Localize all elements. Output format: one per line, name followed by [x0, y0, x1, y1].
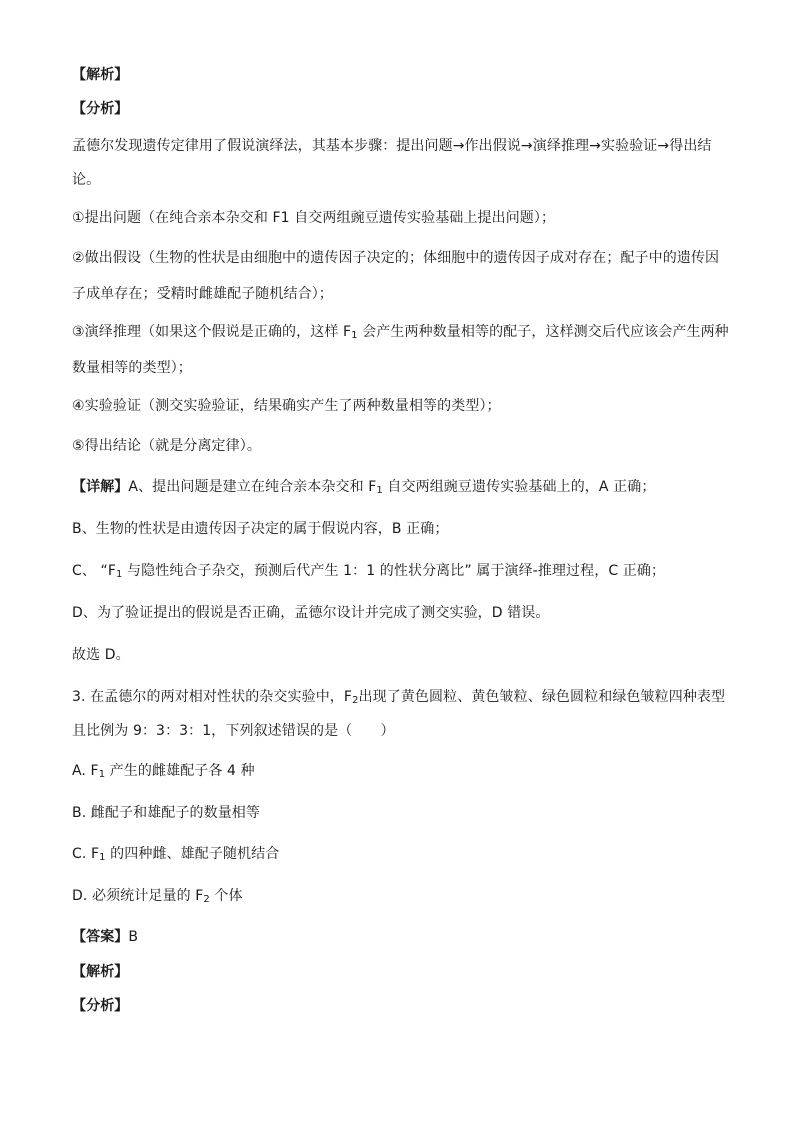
step-3-text-a: ③演绎推理（如果这个假说是正确的，这样 F [72, 324, 352, 340]
opt-d-text-2: 个体 [209, 888, 243, 904]
intro-line-1: 孟德尔发现遗传定律用了假说演绎法，其基本步骤：提出问题→作出假说→演绎推理→实验验证→得出结 [72, 138, 712, 154]
detail-b: B、生物的性状是由遗传因子决定的属于假说内容，B 正确； [72, 521, 449, 537]
detail-a-text-1: A、提出问题是建立在纯合亲本杂交和 F [128, 479, 377, 495]
subscript: 1 [351, 330, 358, 341]
detail-c-text-1: C、 “F [72, 563, 117, 579]
opt-c-text-2: 的四种雌、雄配子随机结合 [105, 846, 280, 862]
subscript: 1 [116, 569, 123, 580]
detail-a [72, 478, 655, 496]
option-c [72, 845, 279, 863]
analysis-subheading: 【分析】 [72, 998, 129, 1014]
subscript: 2 [352, 695, 359, 706]
choice-line: 故选 D。 [72, 647, 130, 663]
detail-d: D、为了验证提出的假说是否正确，孟德尔设计并完成了测交实验，D 错误。 [72, 605, 550, 621]
subscript: 2 [203, 894, 210, 905]
step-2-line-2: 子成单存在；受精时雌雄配子随机结合）； [72, 286, 333, 302]
step-1: ①提出问题（在纯合亲本杂交和 F1 自交两组豌豆遗传实验基础上提出问题）； [72, 210, 556, 226]
answer-label: 【答案】 [72, 929, 129, 945]
subscript: 1 [376, 485, 383, 496]
answer-line [72, 928, 138, 946]
opt-c-text-1: C. F [72, 846, 100, 862]
question-3-line-1 [72, 688, 725, 706]
opt-d-text-1: D. 必须统计足量的 F [72, 888, 204, 904]
detail-label: 【详解】 [72, 479, 129, 495]
option-a [72, 762, 255, 780]
subscript: 1 [98, 769, 106, 780]
step-2-line-1: ②做出假设（生物的性状是由细胞中的遗传因子决定的；体细胞中的遗传因子成对存在；配子中的遗传因 [72, 250, 720, 266]
option-d [72, 887, 243, 905]
step-3-line-2: 数量相等的类型）； [72, 360, 192, 376]
intro-line-2: 论。 [72, 172, 101, 188]
option-b: B. 雌配子和雄配子的数量相等 [72, 805, 261, 821]
analysis-heading: 【解析】 [72, 67, 129, 83]
q3-text-b: 出现了黄色圆粒、黄色皱粒、绿色圆粒和绿色皱粒四种表型 [358, 689, 726, 705]
analysis-heading: 【解析】 [72, 964, 129, 980]
subscript: 1 [99, 852, 106, 863]
step-5: ⑤得出结论（就是分离定律）。 [72, 438, 261, 454]
step-3-text-b: 会产生两种数量相等的配子，这样测交后代应该会产生两种 [357, 324, 729, 340]
answer-value: B [128, 929, 139, 945]
step-4: ④实验验证（测交实验验证，结果确实产生了两种数量相等的类型）； [72, 398, 501, 414]
opt-a-text-2: 产生的雌雄配子各 4 种 [105, 763, 255, 779]
step-3-line-1 [72, 323, 729, 341]
question-3-line-2: 且比例为 9：3：3：1，下列叙述错误的是（ ） [72, 723, 395, 739]
detail-c [72, 562, 665, 580]
q3-text-a: 3. 在孟德尔的两对相对性状的杂交实验中，F [72, 689, 353, 705]
analysis-subheading: 【分析】 [72, 101, 129, 117]
detail-c-text-2: 与隐性纯合子杂交，预测后代产生 1：1 的性状分离比” 属于演绎-推理过程，C 正确； [122, 563, 666, 579]
detail-a-text-2: 自交两组豌豆遗传实验基础上的，A 正确； [382, 479, 656, 495]
opt-a-text-1: A. F [72, 763, 99, 779]
